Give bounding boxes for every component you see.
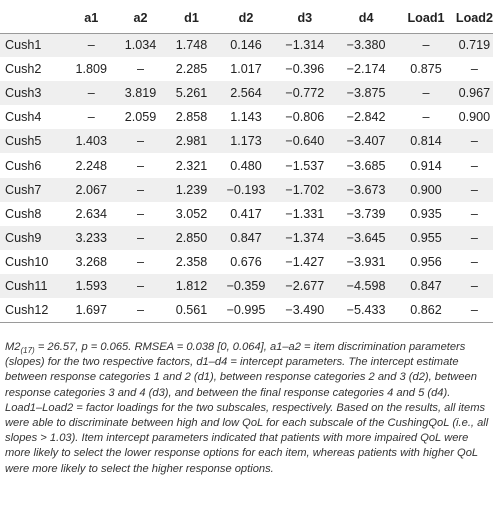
row-label: Cush9 [0,226,66,250]
table-cell: 2.358 [175,254,208,269]
table-cell: 2.634 [75,206,107,221]
footnote-m2: M2 [5,341,21,353]
table-cell: −2.174 [346,62,386,77]
table-cell: – [396,33,456,57]
table-cell: −3.685 [346,158,386,173]
table-cell: 1.034 [116,33,164,57]
table-row [0,226,493,250]
column-header-item [0,3,66,33]
table-row [0,81,493,105]
table-cell: – [116,274,164,298]
data-table [0,3,493,323]
table-cell: 1.143 [230,110,262,125]
row-label: Cush5 [0,129,66,153]
table-row [0,250,493,274]
table-cell: 0.900 [458,110,491,125]
table-cell: 0.955 [396,226,456,250]
table-cell: – [396,81,456,105]
table-cell: 0.847 [218,226,273,250]
table-row [0,105,493,129]
table-cell: 0.417 [230,206,262,221]
table-cell: – [137,158,145,173]
row-label: Cush2 [5,62,42,77]
table-cell: 2.858 [175,110,208,125]
footnote-text: = 26.57, p = 0.065. RMSEA = 0.038 [0, 0.064], a1–a2 = item discrimination parameters (slopes) for the two respective factors, d1–d4 = intercept parameters. The intercept estimate between response categories 1 and 2 (d1), between response categories 2 and 3 (d2), between response categories 3 and 4 (d3), and between the final response categories 4 and 5 (d4). Load1–Load2 = factor loadings for the two subscales, respectively. Based on the results, all items were able to discriminate between high and low QoL for each subscale of the CushingQoL (i.e., all slopes > 1.03). Item intercept parameters indicated that patients with more impaired QoL were more likely to select the lower response options for each item, whereas patients with higher QoL were more likely to select the higher response options. [5,341,489,475]
table-cell: – [422,110,430,125]
table-cell: – [66,81,117,105]
table-cell: – [470,158,478,173]
table-cell: 5.261 [165,81,219,105]
table-cell: – [137,254,145,269]
row-label: Cush11 [0,274,66,298]
table-cell: −4.598 [336,274,396,298]
table-cell: −3.380 [336,33,396,57]
table-cell: 3.052 [175,206,208,221]
table-cell: 0.900 [396,178,456,202]
table-cell: 2.321 [175,158,208,173]
table-cell: −1.427 [285,254,325,269]
table-cell: −0.806 [285,110,325,125]
column-header-d1: d1 [165,3,219,33]
table-cell: 2.248 [75,158,107,173]
table-cell: 3.233 [66,226,117,250]
table-cell: −0.995 [218,298,273,322]
table-cell: – [456,178,493,202]
table-footnote [5,340,489,477]
table-cell: – [116,129,164,153]
table-cell: −1.702 [274,178,336,202]
row-label: Cush12 [0,298,66,322]
table-cell: 2.067 [66,178,117,202]
table-cell: 0.814 [396,129,456,153]
table-cell: 2.059 [124,110,157,125]
table-cell: – [66,33,117,57]
table-body [0,33,493,322]
table-cell: 0.935 [410,206,442,221]
table-cell: – [456,274,493,298]
table-cell: 2.981 [165,129,219,153]
table-cell: 2.285 [175,62,208,77]
table-cell: – [470,206,478,221]
column-header-d2: d2 [218,3,273,33]
column-header-d4: d4 [336,3,396,33]
table-cell: – [456,298,493,322]
row-label: Cush8 [5,206,42,221]
table-cell: −5.433 [336,298,396,322]
table-cell: −1.331 [285,206,325,221]
table-row [0,57,493,81]
column-header-load1: Load1 [396,3,456,33]
table-cell: −0.396 [285,62,325,77]
row-label: Cush3 [0,81,66,105]
table-cell: −2.677 [274,274,336,298]
table-cell: −3.407 [336,129,396,153]
table-cell: 0.956 [410,254,442,269]
table-cell: −0.359 [218,274,273,298]
table-cell: 0.862 [396,298,456,322]
table-cell: 0.480 [230,158,262,173]
table-cell: 0.967 [456,81,493,105]
table-cell: 1.812 [165,274,219,298]
table-cell: 0.847 [396,274,456,298]
table-cell: – [87,110,95,125]
table-cell: −3.645 [336,226,396,250]
table-row [0,153,493,177]
row-label: Cush6 [5,158,42,173]
column-header-load2: Load2 [456,3,493,33]
table-cell: −1.314 [274,33,336,57]
table-row [0,178,493,202]
row-label: Cush10 [5,254,49,269]
table-cell: – [137,206,145,221]
table-cell: −1.537 [285,158,325,173]
table-cell: −0.772 [274,81,336,105]
table-cell: 1.748 [165,33,219,57]
table-cell: −3.490 [274,298,336,322]
table-cell: −0.640 [274,129,336,153]
table-cell: 0.875 [410,62,442,77]
table-cell: −3.673 [336,178,396,202]
table-cell: – [456,129,493,153]
table-cell: – [456,226,493,250]
header-row [0,3,493,33]
table-row [0,33,493,57]
row-label: Cush7 [0,178,66,202]
table-cell: 0.146 [218,33,273,57]
table-cell: −3.875 [336,81,396,105]
table-cell: 1.593 [66,274,117,298]
row-label: Cush4 [5,110,42,125]
table-cell: – [470,62,478,77]
table-row [0,298,493,322]
table-cell: – [116,298,164,322]
table-cell: 2.850 [165,226,219,250]
table-row [0,202,493,226]
row-label: Cush1 [0,33,66,57]
table-cell: 0.561 [165,298,219,322]
table-cell: 0.914 [410,158,442,173]
table-cell: 1.239 [165,178,219,202]
column-header-d3: d3 [274,3,336,33]
table-cell: 1.403 [66,129,117,153]
table-cell: – [116,178,164,202]
table-cell: – [470,254,478,269]
table-cell: – [116,226,164,250]
table-cell: 0.676 [230,254,262,269]
table-cell: −3.739 [346,206,386,221]
footnote-m2-subscript: (17) [20,346,35,356]
table-cell: 1.017 [230,62,262,77]
table-cell: −3.931 [346,254,386,269]
table-cell: 1.809 [75,62,107,77]
table-cell: 2.564 [218,81,273,105]
column-header-a1: a1 [66,3,117,33]
table-cell: 1.173 [218,129,273,153]
table-cell: −0.193 [218,178,273,202]
table-cell: 1.697 [66,298,117,322]
column-header-a2: a2 [116,3,164,33]
table-cell: −1.374 [274,226,336,250]
table-cell: −2.842 [346,110,386,125]
table-cell: – [137,62,145,77]
table-row [0,274,493,298]
table-row [0,129,493,153]
table-cell: 3.819 [116,81,164,105]
table-cell: 0.719 [456,33,493,57]
table-cell: 3.268 [75,254,107,269]
